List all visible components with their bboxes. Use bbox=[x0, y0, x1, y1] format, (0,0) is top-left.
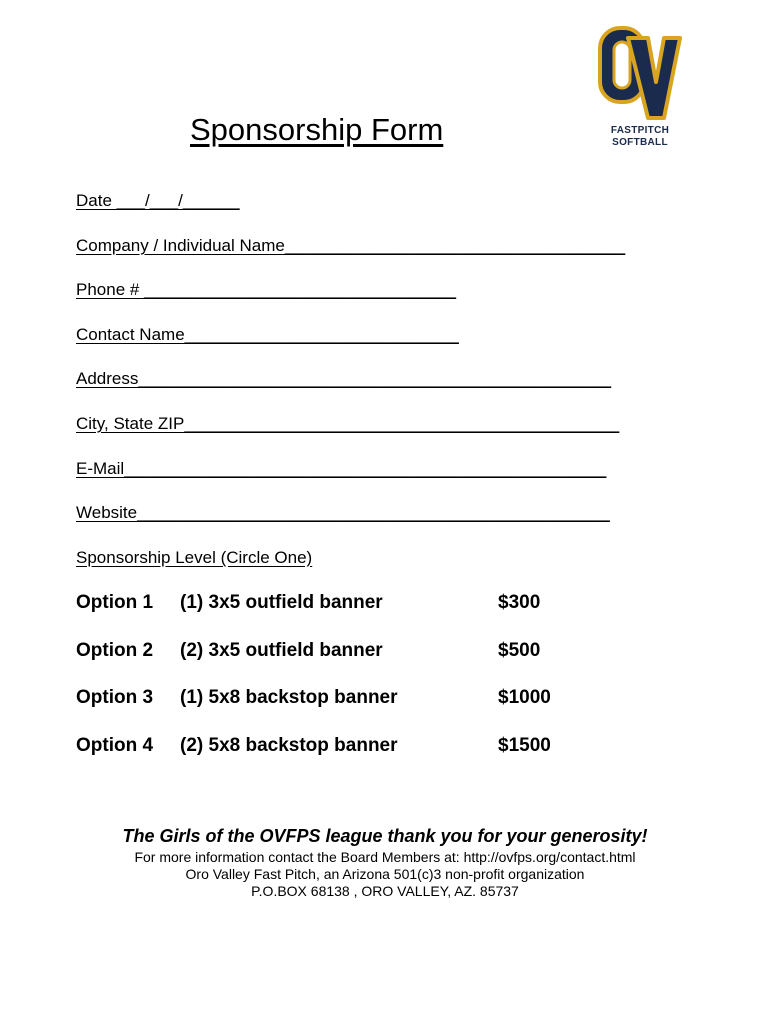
city-state-zip-field[interactable]: City, State ZIP______________________________________________ bbox=[76, 414, 620, 433]
logo-caption-line2: SOFTBALL bbox=[612, 137, 668, 148]
thank-you-message: The Girls of the OVFPS league thank you for your generosity! bbox=[122, 826, 648, 846]
contact-info: For more information contact the Board Members at: http://ovfps.org/contact.html bbox=[134, 849, 636, 865]
option-price: $300 bbox=[498, 592, 541, 613]
page-title bbox=[190, 110, 490, 150]
option-label: Option 3 bbox=[76, 687, 154, 708]
address-field[interactable]: Address__________________________________________________ bbox=[76, 369, 612, 388]
sponsorship-option-row[interactable] bbox=[76, 733, 676, 759]
contact-name-field[interactable]: Contact Name_____________________________ bbox=[76, 325, 459, 344]
sponsorship-option-row[interactable] bbox=[76, 590, 676, 616]
phone-field[interactable]: Phone # _________________________________ bbox=[76, 280, 457, 299]
mailing-address: P.O.BOX 68138 , ORO VALLEY, AZ. 85737 bbox=[251, 883, 519, 899]
sponsorship-level-label: Sponsorship Level (Circle One) bbox=[76, 548, 313, 567]
organization-line: Oro Valley Fast Pitch, an Arizona 501(c)3 non-profit organization bbox=[185, 866, 585, 882]
ov-monogram-icon bbox=[596, 24, 684, 124]
option-description: (1) 5x8 backstop banner bbox=[180, 687, 398, 708]
logo-caption-line1: FASTPITCH bbox=[610, 125, 670, 136]
ov-fastpitch-logo bbox=[596, 24, 684, 152]
option-price: $1500 bbox=[498, 735, 551, 756]
page-title-text: Sponsorship Form bbox=[190, 112, 444, 147]
option-price: $1000 bbox=[498, 687, 551, 708]
sponsorship-option-row[interactable] bbox=[76, 685, 676, 711]
option-description: (2) 5x8 backstop banner bbox=[180, 735, 398, 756]
option-description: (1) 3x5 outfield banner bbox=[180, 592, 383, 613]
company-name-field[interactable]: Company / Individual Name____________________________________ bbox=[76, 236, 626, 255]
date-field[interactable]: Date ___/___/______ bbox=[76, 191, 240, 210]
option-label: Option 1 bbox=[76, 592, 154, 613]
option-label: Option 2 bbox=[76, 640, 154, 661]
email-field[interactable]: E-Mail___________________________________________________ bbox=[76, 459, 607, 478]
option-label: Option 4 bbox=[76, 735, 154, 756]
option-description: (2) 3x5 outfield banner bbox=[180, 640, 383, 661]
option-price: $500 bbox=[498, 640, 541, 661]
website-field[interactable]: Website__________________________________________________ bbox=[76, 503, 610, 522]
sponsorship-option-row[interactable] bbox=[76, 638, 676, 664]
